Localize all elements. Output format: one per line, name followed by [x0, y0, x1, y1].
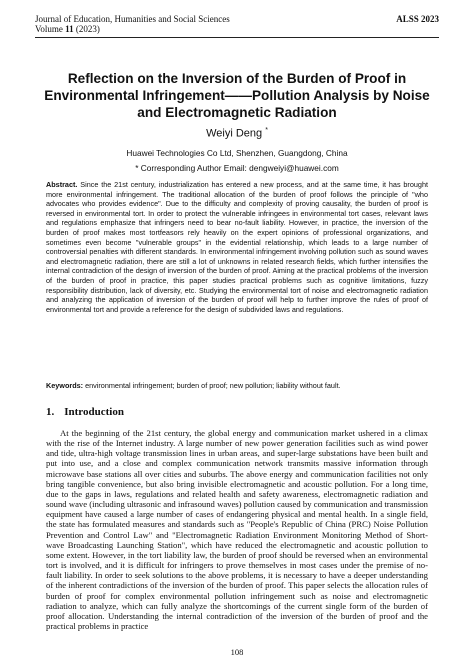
- author-mark: *: [265, 127, 268, 134]
- affiliation: Huawei Technologies Co Ltd, Shenzhen, Guangdong, China: [126, 148, 348, 158]
- keywords: [46, 381, 428, 391]
- abstract: [46, 180, 428, 314]
- volume-year: (2023): [73, 24, 100, 34]
- section-heading: [46, 406, 124, 418]
- intro-paragraph: At the beginning of the 21st century, the global energy and communication market ushered in a climax with the rise of the Internet industry. A large number of new power generation facilities such as wind power and tide, ultra-high voltage transmission lines in urban areas, and super-large substations have been built and put into use, and a close and complex communication network transmits massive information through microwave base stations all over cities and suburbs. The above energy and communication facilities not only bring tangible convenience, but also bring invisible electromagnetic and acoustic pollution. For a long time, due to the gaps in laws, regulations and related health and safety awareness, electromagnetic radiation and sound wave (including ultrasonic and infrasound waves) pollution caused by communication and transmission equipment have caused a large number of cases of endangering physical and mental health. In a single field, the state has formulated measures and standards such as "People's Republic of China (PRC) Noise Pollution Prevention and Control Law" and "Electromagnetic Radiation Environment Monitoring Method of Short-wave Broadcasting Launching Station", which have reduced the electromagnetic and acoustic pollution to some extent. However, in the tort liability law, the burden of proof should be reversed when an environmental tort is involved, and it is difficult for infringers to prove themselves in most cases under the premise of no-fault liability. In order to seek solutions to the above problems, it is necessary to have a deeper understanding of the inherent contradictions of the inversion of the burden of proof. This paper selects the allocation rules of burden of proof for complex environmental pollution infringement such as noise and electromagnetic radiation to analyze, which can fully analyze the shortcomings of the current single form of the burden of proof allocation. Understanding the internal contradiction of the inversion of the burden of proof and the practical problems in practice: [46, 428, 428, 631]
- volume-number: 11: [65, 24, 74, 34]
- author-line: [0, 127, 474, 140]
- conference-name: ALSS 2023: [396, 14, 439, 24]
- paper-title: Reflection on the Inversion of the Burden of Proof in Environmental Infringement——Pollution Analysis by Noise and Electromagnetic Radiation: [44, 71, 430, 120]
- volume-prefix: Volume: [35, 24, 66, 34]
- section-number: 1.: [46, 406, 55, 418]
- page-number: 108: [230, 647, 244, 657]
- keywords-text: environmental infringement; burden of proof; new pollution; liability without fault.: [83, 381, 341, 390]
- abstract-label: Abstract.: [46, 180, 78, 189]
- author-name: Weiyi Deng: [206, 127, 263, 140]
- header-divider: [35, 37, 439, 38]
- running-header: [35, 14, 439, 38]
- volume-info: [35, 24, 100, 34]
- journal-name: Journal of Education, Humanities and Social Sciences: [35, 14, 230, 24]
- keywords-label: Keywords:: [46, 381, 84, 390]
- section-title: Introduction: [64, 406, 124, 418]
- abstract-text: Since the 21st century, industrialization has entered a new process, and at the same time, it has brought more environmental infringement. The traditional allocation of the burden of proof follows the principle of "who advocates who provides evidence". Due to the difficulty and complexity of proving causality, the burden of proof is reversed in environmental tort. In order to protect the vulnerable infringees in environmental tort cases, relevant laws and regulations emphasize that infringers need to bear no-fault liability. However, in practice, the inversion of the burden of proof makes most tortfeasors rely heavily on the expert opinions of professional organizations, and sometimes even become "vulnerable groups" in the evidential relationship, which leads to a large number of controversial penalties with different standards. In environmental infringement involving pollution such as sound waves and electromagnetic radiation, there are still a lot of unknowns in related research fields, which further intensifies the internal contradiction of the design of inversion of the burden of proof. Aiming at the practical problems of the inversion of the burden of proof in practice, this paper studies practical problems such as cognitive limitations, fuzzy responsibility distribution, lack of diversity, etc. Studying the environmental tort of noise and electromagnetic radiation and analyzing the application of inversion of the burden of proof will help to further improve the rules of proof of environmental tort and provide a reference for the design of subdivided laws and regulations.: [46, 180, 428, 314]
- corresponding-email: * Corresponding Author Email: dengweiyi@huawei.com: [135, 163, 339, 173]
